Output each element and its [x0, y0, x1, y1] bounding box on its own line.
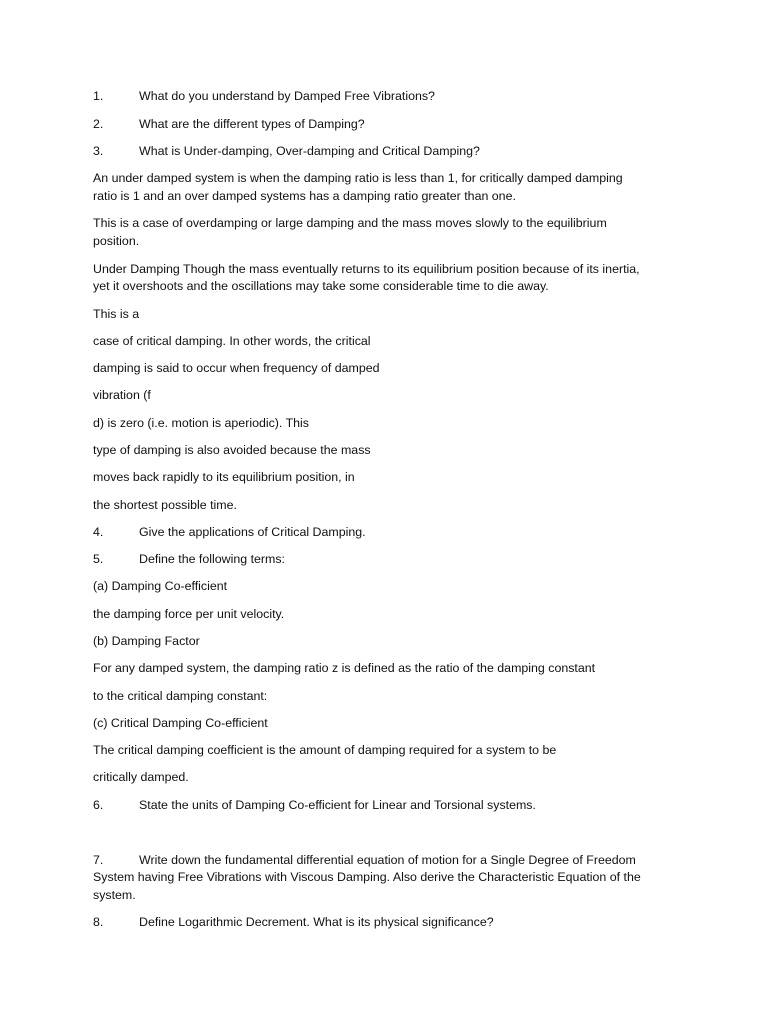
- critical-damping-line1: This is a: [93, 307, 140, 321]
- critical-damping-line7: moves back rapidly to its equilibrium position, in: [93, 470, 355, 484]
- answer3-paragraph3-line2: yet it overshoots and the oscillations may take some considerable time to die away.: [93, 279, 549, 293]
- q1-text: What do you understand by Damped Free Vibrations?: [139, 89, 435, 103]
- critical-damping-line4: vibration (f: [93, 388, 151, 402]
- answer3-paragraph1-line2: ratio is 1 and an over damped systems has a damping ratio greater than one.: [93, 189, 516, 203]
- critical-damping-line5: d) is zero (i.e. motion is aperiodic). This: [93, 416, 309, 430]
- q7-text: Write down the fundamental differential equation of motion for a Single Degree of Freedom: [139, 853, 636, 867]
- q7-text-line3: system.: [93, 888, 136, 902]
- answer3-paragraph2-line2: position.: [93, 234, 140, 248]
- term-b-definition-line2: to the critical damping constant:: [93, 689, 268, 703]
- critical-damping-line8: the shortest possible time.: [93, 498, 237, 512]
- q6-text: State the units of Damping Co-efficient for Linear and Torsional systems.: [139, 798, 536, 812]
- term-b-definition-line1: For any damped system, the damping ratio z is defined as the ratio of the damping constant: [93, 661, 596, 675]
- answer3-paragraph1-line1: An under damped system is when the damping ratio is less than 1, for critically damped damping: [93, 171, 623, 185]
- q6-number: 6.: [93, 798, 104, 812]
- q8-text: Define Logarithmic Decrement. What is its physical significance?: [139, 915, 494, 929]
- term-c-title: (c) Critical Damping Co-efficient: [93, 716, 268, 730]
- term-a-title: (a) Damping Co-efficient: [93, 579, 228, 593]
- q5-text: Define the following terms:: [139, 552, 286, 566]
- q8-number: 8.: [93, 915, 104, 929]
- term-c-definition-line1: The critical damping coefficient is the amount of damping required for a system to be: [93, 743, 557, 757]
- critical-damping-line2: case of critical damping. In other words, the critical: [93, 334, 371, 348]
- q4-number: 4.: [93, 525, 104, 539]
- q7-number: 7.: [93, 853, 104, 867]
- q7-text-line2: System having Free Vibrations with Viscous Damping. Also derive the Characteristic Equation of the: [93, 870, 641, 884]
- q3-number: 3.: [93, 144, 104, 158]
- q4-text: Give the applications of Critical Damping.: [139, 525, 366, 539]
- q1-number: 1.: [93, 89, 104, 103]
- q5-number: 5.: [93, 552, 104, 566]
- answer3-paragraph2-line1: This is a case of overdamping or large damping and the mass moves slowly to the equilibrium: [93, 216, 607, 230]
- q2-text: What are the different types of Damping?: [139, 117, 365, 131]
- term-a-definition: the damping force per unit velocity.: [93, 607, 285, 621]
- answer3-paragraph3-line1: Under Damping Though the mass eventually returns to its equilibrium position because of its inertia,: [93, 262, 640, 276]
- q3-text: What is Under-damping, Over-damping and Critical Damping?: [139, 144, 480, 158]
- term-c-definition-line2: critically damped.: [93, 770, 189, 784]
- critical-damping-line6: type of damping is also avoided because the mass: [93, 443, 371, 457]
- q2-number: 2.: [93, 117, 104, 131]
- term-b-title: (b) Damping Factor: [93, 634, 200, 648]
- critical-damping-line3: damping is said to occur when frequency of damped: [93, 361, 380, 375]
